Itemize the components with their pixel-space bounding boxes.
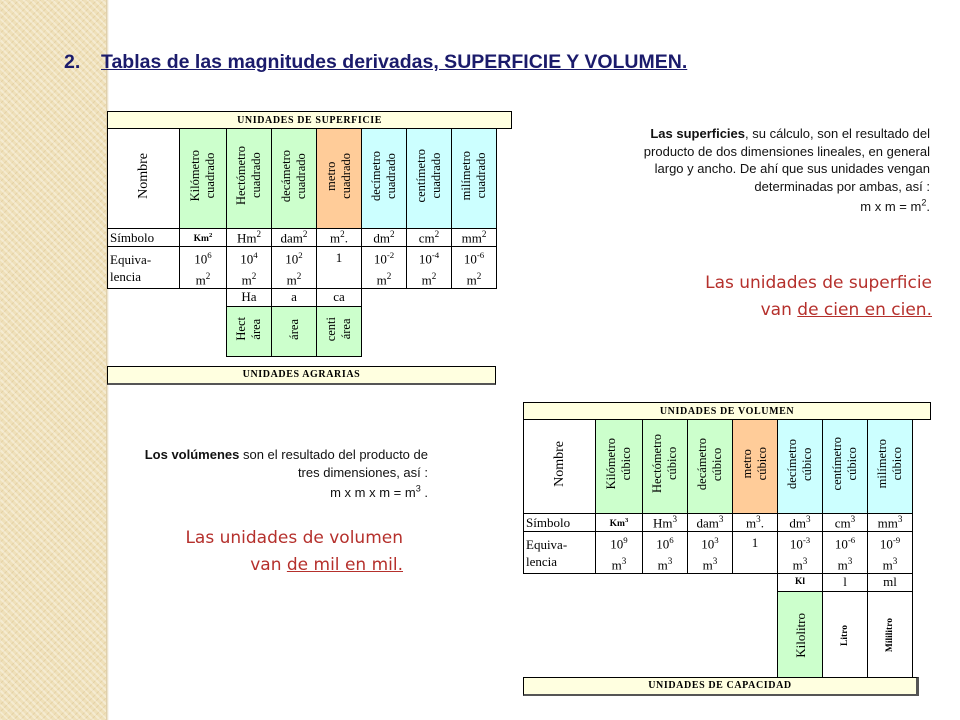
surface-symbol-cell: $m^2$. [317, 229, 362, 247]
capacity-name-kilolitro: Kilolitro [778, 591, 823, 683]
surface-name-label: Nombre [108, 129, 180, 229]
decorative-side-edge [106, 0, 109, 720]
surface-symbol-cell: Hm$^2$ [227, 229, 272, 247]
surface-header-cm2: centímetro cuadrado [407, 129, 452, 229]
capacity-name-mililitro: Mililitro [868, 591, 913, 683]
surface-header-km2: Kilómetro cuadrado [180, 129, 227, 229]
surface-symbol-cell: $cm^2$ [407, 229, 452, 247]
volume-equiv-cell: $10^{-9}$ $m^3$ [868, 532, 913, 574]
agrarian-caption: UNIDADES AGRARIAS [107, 366, 496, 385]
surface-equiv-cell: $10^{-2}$ $m^2$ [362, 247, 407, 289]
volume-header-km3: Kilómetro cúbico [596, 420, 643, 514]
surface-symbol-label: Símbolo [108, 229, 180, 247]
agrarian-symbol-a: a [272, 288, 317, 306]
volume-name-label: Nombre [524, 420, 596, 514]
volume-equiv-cell: $10^{-6}$ $m^3$ [823, 532, 868, 574]
volume-header-dm3: decímetro cúbico [778, 420, 823, 514]
volume-equiv-cell: $10^{-3}$ $m^3$ [778, 532, 823, 574]
surface-header-mm2: milímetro cuadrado [452, 129, 497, 229]
decorative-side-pattern [0, 0, 106, 720]
surface-equiv-cell: $10^2$ $m^2$ [272, 247, 317, 289]
volume-equiv-cell: $10^3$ $m^3$ [688, 532, 733, 574]
volume-header-cm3: centímetro cúbico [823, 420, 868, 514]
volume-description [136, 446, 428, 502]
title-number: 2. [64, 51, 81, 73]
volume-table-caption: UNIDADES DE VOLUMEN [524, 403, 931, 420]
capacity-symbol-kl: Kl [778, 573, 823, 591]
agrarian-symbol-ca: ca [317, 288, 362, 306]
surface-header-dam2: decámetro cuadrado [272, 129, 317, 229]
agrarian-name-area: área [272, 306, 317, 356]
surface-header-hm2: Hectómetro cuadrado [227, 129, 272, 229]
volume-header-dam3: decámetro cúbico [688, 420, 733, 514]
slide-title [64, 51, 687, 74]
surface-rule-line2: van de cien en cien. [760, 300, 932, 320]
agrarian-name-centiarea: centi área [317, 306, 362, 356]
title-text: Tablas de las magnitudes derivadas, SUPERFICIE Y VOLUMEN. [101, 51, 688, 73]
volume-symbol-cell: $mm^3$ [868, 514, 913, 532]
capacity-symbol-ml: ml [868, 573, 913, 591]
volume-equiv-cell: $10^9$ $m^3$ [596, 532, 643, 574]
surface-formula: m x $m = m^2$. [860, 198, 930, 215]
surface-description-body: , su cálculo, son el resultado del producto de dos dimensiones lineales, en general largo y ancho. De ahí que sus unidades vengan determinadas por ambas, así : [643, 126, 930, 194]
agrarian-name-hectarea: Hect área [227, 306, 272, 356]
volume-rule-line1: Las unidades de volumen [185, 528, 403, 548]
volume-symbol-label: Símbolo [524, 514, 596, 532]
surface-description-bold: Las superficies [650, 126, 745, 141]
volume-symbol-cell: dam$^3$ [688, 514, 733, 532]
volume-symbol-cell: Hm$^3$ [643, 514, 688, 532]
surface-equiv-cell: $10^6$ $m^2$ [180, 247, 227, 289]
surface-table-caption: UNIDADES DE SUPERFICIE [108, 112, 512, 129]
capacity-symbol-l: l [823, 573, 868, 591]
capacity-name-litro: Litro [823, 591, 868, 683]
volume-equiv-cell: 1 [733, 532, 778, 574]
surface-equiv-cell: $10^{-6}$ $m^2$ [452, 247, 497, 289]
surface-symbol-cell: dam$^2$ [272, 229, 317, 247]
surface-equiv-cell: 1 [317, 247, 362, 289]
surface-equiv-label: Equiva- lencia [108, 247, 180, 289]
surface-units-table [107, 111, 512, 357]
surface-rule-line1: Las unidades de superficie [705, 273, 932, 293]
volume-symbol-cell: $cm^3$ [823, 514, 868, 532]
surface-description [615, 125, 930, 216]
volume-header-m3: metro cúbico [733, 420, 778, 514]
volume-units-table [523, 402, 931, 684]
volume-description-bold: Los volúmenes [144, 447, 240, 462]
surface-rule [705, 270, 932, 324]
volume-symbol-cell: Km$^3$ [596, 514, 643, 532]
volume-rule [185, 525, 403, 579]
surface-header-dm2: decímetro cuadrado [362, 129, 407, 229]
surface-equiv-cell: $10^4$ $m^2$ [227, 247, 272, 289]
surface-equiv-cell: $10^{-4}$ $m^2$ [407, 247, 452, 289]
volume-rule-line2: van de mil en mil. [250, 555, 403, 575]
capacity-caption: UNIDADES DE CAPACIDAD [523, 677, 919, 696]
volume-equiv-cell: $10^6$ $m^3$ [643, 532, 688, 574]
volume-header-mm3: milímetro cúbico [868, 420, 913, 514]
surface-header-m2: metro cuadrado [317, 129, 362, 229]
volume-symbol-cell: $dm^3$ [778, 514, 823, 532]
volume-description-body: son el resultado del producto de tres dimensiones, así : [239, 447, 428, 480]
volume-header-hm3: Hectómetro cúbico [643, 420, 688, 514]
agrarian-symbol-ha: Ha [227, 288, 272, 306]
volume-equiv-label: Equiva- lencia [524, 532, 596, 574]
volume-symbol-cell: $m^3$. [733, 514, 778, 532]
surface-symbol-cell: Km$^2$ [180, 229, 227, 247]
volume-formula: m x m x $m = m^3$ . [330, 484, 428, 501]
surface-symbol-cell: $dm^2$ [362, 229, 407, 247]
surface-symbol-cell: $mm^2$ [452, 229, 497, 247]
